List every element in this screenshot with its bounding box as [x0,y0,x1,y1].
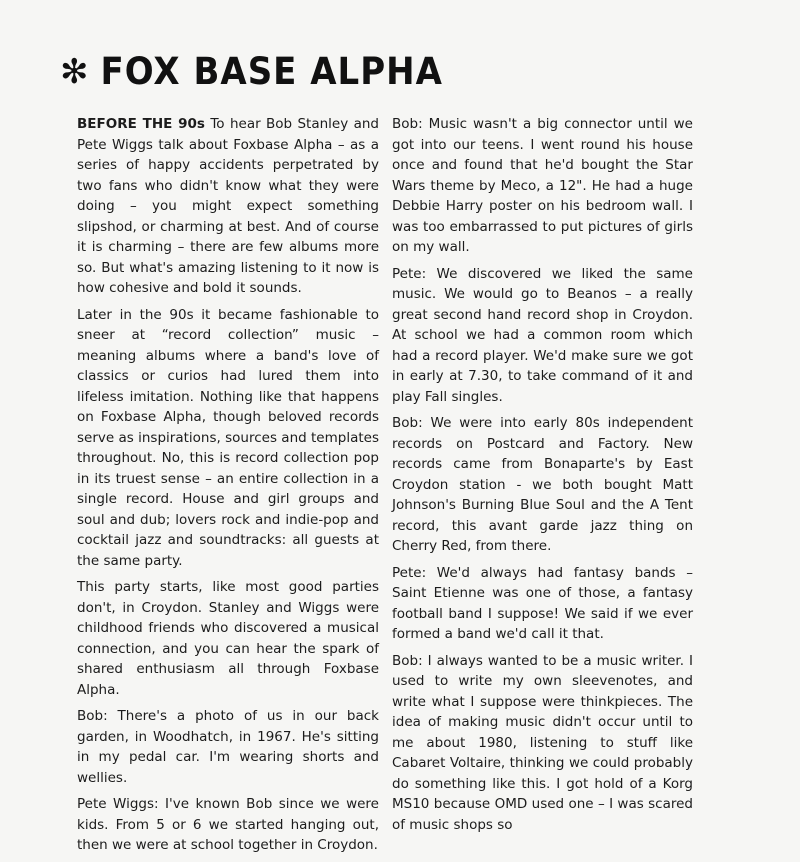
paragraph: Pete: We discovered we liked the same music. We would go to Beanos – a really great second hand record shop in Croydon. At school we had a common room which had a record player. We'd make sure we got in early at 7.30, to take command of it and play Fall singles. [392,265,693,405]
paragraph: Bob: I always wanted to be a music writer. I used to write my own sleevenotes, and write what I suppose were thinkpieces. The idea of making music didn't occur until to me about 1980, listening to stuff like Cabaret Voltaire, thinking we could probably do something like this. I got hold of a Korg MS10 because OMD used one – I was scared of music shops so [392,652,693,833]
paragraph: Bob: Music wasn't a big connector until we got into our teens. I went round his house once and found that he'd bought the Star Wars theme by Meco, a 12". He had a huge Debbie Harry poster on his bedroom wall. I was too embarrassed to put pictures of girls on my wall. [392,116,693,255]
left-column [77,114,379,862]
paragraph: Pete Wiggs: I've known Bob since we were kids. From 5 or 6 we started hanging out, then we were at school together in Croydon. [77,796,379,853]
intro-text: To hear Bob Stanley and Pete Wiggs talk about Foxbase Alpha – as a series of happy accidents perpetrated by two fans who didn't know what they were doing – you might expect something slipshod, or charming at best. And of course it is charming – there are few albums more so. But what's amazing listening to it now is how cohesive and bold it sounds. [77,116,380,296]
paragraph: Bob: We were into early 80s independent records on Postcard and Factory. New records came from Bonaparte's by East Croydon station - we both bought Matt Johnson's Burning Blue Soul and the A Tent record, this avant garde jazz thing on Cherry Red, from there. [392,415,693,554]
intro-paragraph [77,114,379,299]
paragraph: This party starts, like most good parties don't, in Croydon. Stanley and Wiggs were childhood friends who discovered a musical connection, and you can hear the spark of shared enthusiasm all through Foxbase Alpha. [77,579,379,698]
page-title: FOX BASE ALPHA [100,50,443,94]
paragraph: Pete: We'd always had fantasy bands – Saint Etienne was one of those, a fantasy football band I suppose! We said if we ever formed a band we'd call it that. [392,564,693,642]
paragraph: Bob: There's a photo of us in our back garden, in Woodhatch, in 1967. He's sitting in my pedal car. I'm wearing shorts and wellies. [77,708,379,786]
section-heading: BEFORE THE 90s [77,116,205,132]
page-title-block [60,50,443,94]
paragraph: Later in the 90s it became fashionable to sneer at “record collection” music – meaning albums where a band's love of classics or curios had lured them into lifeless imitation. Nothing like that happens on Foxbase Alpha, though beloved records serve as inspirations, sources and templates throughout. No, this is record collection pop in its truest sense – an entire collection in a single record. House and girl groups and soul and dub; lovers rock and indie-pop and cocktail jazz and soundtracks: all guests at the same party. [77,306,379,569]
asterisk-icon: ✻ [60,52,89,92]
right-column [392,114,693,841]
